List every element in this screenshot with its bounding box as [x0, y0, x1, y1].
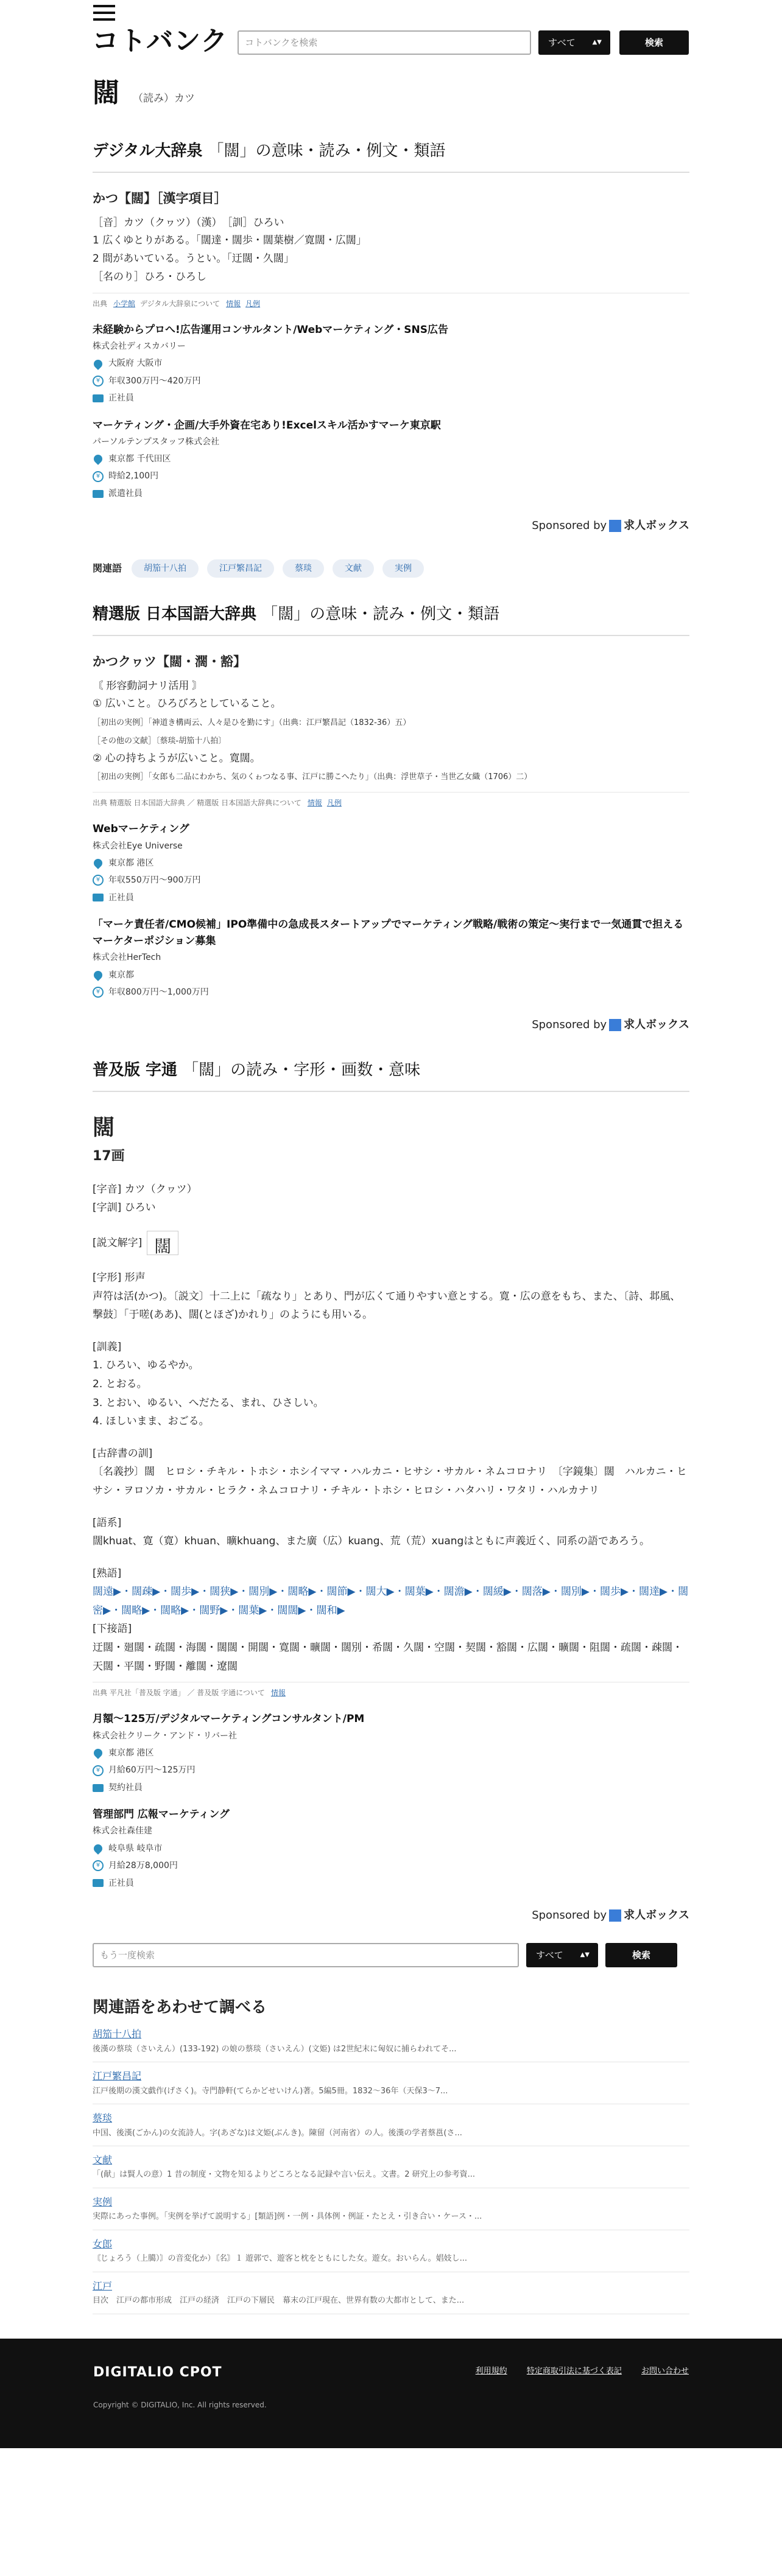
location-pin-icon [92, 358, 104, 370]
job-title[interactable]: 未経験からプロへ!広告運用コンサルタント/Webマーケティング・SNS広告 [93, 323, 448, 336]
sponsor-line: Sponsored by 求人ボックス [532, 1018, 689, 1031]
job-card[interactable]: Webマーケティング 株式会社Eye Universe 東京都 港区 ¥ 年収550万円〜900万円 正社員 [93, 821, 689, 905]
legend-link[interactable]: 凡例 [326, 799, 342, 808]
updown-icon: ▲▼ [580, 1951, 590, 1958]
kyujinbox-logo-icon [609, 1909, 621, 1922]
entry-reading: （読み）カツ [133, 93, 195, 105]
job-company: 株式会社森佳建 [93, 1826, 152, 1836]
terms-link[interactable]: 利用規約 [475, 2367, 507, 2376]
briefcase-icon [93, 894, 104, 901]
yen-icon: ¥ [93, 471, 104, 482]
yen-icon: ¥ [93, 987, 104, 998]
search-scope-select[interactable]: すべて ▲▼ [538, 30, 610, 55]
yen-icon: ¥ [93, 1765, 104, 1776]
related-item-link[interactable]: 蔡琰 [93, 2112, 113, 2124]
word-heading [93, 72, 689, 114]
job-card[interactable]: 未経験からプロへ!広告運用コンサルタント/Webマーケティング・SNS広告 株式会社ディスカバリー 大阪府 大阪市 ¥ 年収300万円〜420万円 正社員 [93, 322, 689, 405]
related-item-link[interactable]: 江戸 [93, 2280, 113, 2292]
related-item[interactable] [93, 2020, 689, 2062]
briefcase-icon [93, 394, 104, 402]
source-line: 出典 精選版 日本国語大辞典 ／ 精選版 日本国語大辞典について 情報 凡例 [93, 792, 689, 809]
related-item-link[interactable]: 胡笳十八拍 [93, 2028, 142, 2040]
source-line: 出典 平凡社「普及版 字通」 ／ 普及版 字通について 情報 [93, 1682, 689, 1699]
source-publisher-link[interactable]: 小学館 [113, 299, 136, 308]
job-card[interactable]: 「マーケ責任者/CMO候補」IPO準備中の急成長スタートアップでマーケティング戦略/戦術の策定〜実行まで一気通貫で担えるマーケターポジション募集 株式会社HerTech 東京都 ¥ 年収800万円〜1,000万円 [93, 917, 689, 999]
location-pin-icon [92, 969, 104, 981]
related-chips: 関連語 胡笳十八拍 江戸繁昌記 蔡琰 文献 実例 [93, 559, 689, 578]
header [0, 0, 782, 68]
briefcase-icon [93, 490, 104, 498]
job-title[interactable]: マーケティング・企画/大手外資在宅あり!Excelスキル活かすマーケ東京駅 [93, 419, 441, 432]
section-title-jitsu: 普及版 字通 「闊」の読み・字形・画数・意味 [93, 1058, 689, 1092]
related-item[interactable] [93, 2062, 689, 2104]
yen-icon: ¥ [93, 376, 104, 387]
job-company: 株式会社HerTech [93, 953, 161, 963]
hamburger-menu-icon[interactable] [93, 5, 115, 22]
briefcase-icon [93, 1784, 104, 1792]
location-pin-icon [92, 453, 104, 465]
yen-icon: ¥ [93, 1860, 104, 1871]
related-item-link[interactable]: 実例 [93, 2196, 113, 2208]
definition: ［音］カツ（クヮツ）（漢） ［訓］ひろい 1 広くゆとりがある。「闊達・闊歩・闊葉樹／寛闊・広闊」 2 間があいている。うとい。「迂闊・久闊」 ［名のり］ひろ・ひろし [93, 216, 367, 283]
stroke-count: 17画 [93, 1148, 125, 1164]
related-chip[interactable]: 胡笳十八拍 [132, 559, 199, 578]
related-chip[interactable]: 江戸繁昌記 [207, 559, 274, 578]
job-title[interactable]: 「マーケ責任者/CMO候補」IPO準備中の急成長スタートアップでマーケティング戦略/戦術の策定〜実行まで一気通貫で担えるマーケターポジション募集 [93, 919, 684, 948]
location-pin-icon [92, 1843, 104, 1855]
kyujinbox-logo-icon [609, 1019, 621, 1031]
sponsor-line: Sponsored by 求人ボックス [532, 1908, 689, 1922]
footer-logo: DIGITALIO CPOT [93, 2365, 222, 2381]
contact-link[interactable]: お問い合わせ [641, 2367, 689, 2376]
section-title-daijisen: デジタル大辞泉 「闊」の意味・読み・例文・類語 [93, 139, 689, 173]
entry-head: かつ【闊】［漢字項目］ [93, 191, 227, 206]
section-title-nikkoku: 精選版 日本国語大辞典 「闊」の意味・読み・例文・類語 [93, 602, 689, 636]
job-title[interactable]: 管理部門 広報マーケティング [93, 1808, 230, 1821]
related-item-desc: 後漢の蔡琰（さいえん）(133‐192) の娘の蔡琰（さいえん）(文姫) は2世紀末に匈奴に捕らわれてそ... [93, 2044, 457, 2054]
job-company: 株式会社ディスカバリー [93, 341, 186, 351]
related-item[interactable] [93, 2104, 689, 2146]
related-item-link[interactable]: 江戸繁昌記 [93, 2070, 142, 2082]
related-item-desc: 実際にあった事例。「実例を挙げて説明する」[類語]例・一例・具体例・例証・たとえ・引き合い・ケース・... [93, 2212, 482, 2222]
seal-script-image: 闊 [147, 1231, 178, 1255]
job-company: パーソルテンプスタッフ株式会社 [93, 436, 220, 447]
related-item-desc: 江戸後期の漢文戯作(げさく)。寺門静軒(てらかどせいけん)著。5編5冊。1832〜36年（天保3〜7... [93, 2086, 448, 2096]
site-logo[interactable]: コトバンク [92, 26, 228, 57]
compound-links[interactable]: 闊遠▶・闊疎▶・闊歩▶・闊狭▶・闊別▶・闊略▶・闊節▶・闊大▶・闊葉▶・闊澹▶・闊緩▶・闊落▶・闊別▶・闊歩▶・闊達▶・闊密▶・闊略▶・闊略▶・闊野▶・闊葉▶・闊闊▶・闊和▶ [93, 1586, 689, 1617]
related-chip[interactable]: 蔡琰 [283, 559, 324, 578]
footer [0, 2339, 782, 2448]
related-chip[interactable]: 実例 [382, 559, 424, 578]
job-company: 株式会社クリーク・アンド・リバー社 [93, 1731, 238, 1741]
job-card[interactable]: 管理部門 広報マーケティング 株式会社森佳建 岐阜県 岐阜市 ¥ 月給28万8,000円 正社員 [93, 1807, 689, 1890]
info-link[interactable]: 情報 [226, 299, 241, 308]
job-title[interactable]: Webマーケティング [93, 823, 189, 836]
related-item-desc: 「(献」は賢人の意）1 昔の制度・文物を知るよりどころとなる記録や言い伝え。文書。2 研究上の参考資... [93, 2170, 476, 2180]
job-company: 株式会社Eye Universe [93, 841, 183, 851]
location-pin-icon [92, 1747, 104, 1759]
related-title: 関連語をあわせて調べる [93, 1998, 267, 2017]
related-item-desc: 目次 江戸の都市形成 江戸の経済 江戸の下層民 幕末の江戸現在、世界有数の大都市として、また... [93, 2296, 465, 2306]
related-item-link[interactable]: 女郎 [93, 2238, 113, 2250]
related-chip[interactable]: 文献 [333, 559, 374, 578]
search-button[interactable]: 検索 [619, 30, 689, 55]
related-item[interactable] [93, 2230, 689, 2272]
kyujinbox-logo-icon [609, 520, 621, 532]
search-again-input[interactable]: もう一度検索 [93, 1943, 519, 1967]
location-pin-icon [92, 857, 104, 869]
search-input[interactable]: コトバンクを検索 [238, 30, 531, 55]
search-scope-select[interactable]: すべて ▲▼ [526, 1943, 598, 1967]
sponsor-line: Sponsored by 求人ボックス [532, 519, 689, 533]
copyright: Copyright © DIGITALIO, Inc. All rights reserved. [93, 2401, 267, 2410]
info-link[interactable]: 情報 [307, 799, 322, 808]
definition: 〘 形容動詞ナリ活用 〙 ① 広いこと。ひろびろとしていること。 ［初出の実例］「神道き構両云、人々是ひを勤にす」（出典：江戸繁昌記（1832‐36）五） ［その他の文献］〔蔡琰‐胡笳十八拍〕 ② 心の持ちようが広いこと。寛闊。 ［初出の実例］「女郎も二品にわかち、気のくゎつなる事、江戸に勝こへたり」（出典：浮世草子・当世乙女織（1706）二） [93, 679, 532, 782]
bottom-search [93, 1943, 689, 1967]
briefcase-icon [93, 1879, 104, 1887]
kanji-char: 闊 [93, 1115, 115, 1141]
yen-icon: ¥ [93, 875, 104, 886]
legend-link[interactable]: 凡例 [245, 299, 261, 308]
related-item[interactable] [93, 2272, 689, 2314]
job-title[interactable]: 月額〜125万/デジタルマーケティングコンサルタント/PM [93, 1713, 365, 1726]
job-card[interactable]: 月額〜125万/デジタルマーケティングコンサルタント/PM 株式会社クリーク・アンド・リバー社 東京都 港区 ¥ 月給60万円〜125万円 契約社員 [93, 1711, 689, 1794]
related-item[interactable] [93, 2188, 689, 2230]
legal-link[interactable]: 特定商取引法に基づく表記 [526, 2367, 622, 2376]
info-link[interactable]: 情報 [270, 1689, 286, 1698]
job-card[interactable]: マーケティング・企画/大手外資在宅あり!Excelスキル活かすマーケ東京駅 パーソルテンプスタッフ株式会社 東京都 千代田区 ¥ 時給2,100円 派遣社員 [93, 418, 689, 501]
related-item[interactable] [93, 2146, 689, 2188]
updown-icon: ▲▼ [592, 39, 602, 46]
search-button[interactable]: 検索 [605, 1943, 677, 1967]
entry-word: 闊 [93, 77, 119, 108]
related-item-desc: 〘じょろう（上臈）〙の音変化か）〘名〙１ 遊郭で、遊客と枕をともにした女。遊女。おいらん。娼妓し... [93, 2254, 468, 2264]
entry-head: かつクヮツ【闊・濶・豁】 [93, 654, 246, 670]
source-line: 出典 小学館 デジタル大辞泉について 情報 凡例 [93, 293, 689, 310]
related-item-link[interactable]: 文献 [93, 2154, 113, 2166]
related-item-desc: 中国、後漢(ごかん)の女流詩人。字(あざな)は文姫(ぶんき)。陳留（河南省）の人。後漢の学者蔡邕(さ... [93, 2128, 462, 2138]
